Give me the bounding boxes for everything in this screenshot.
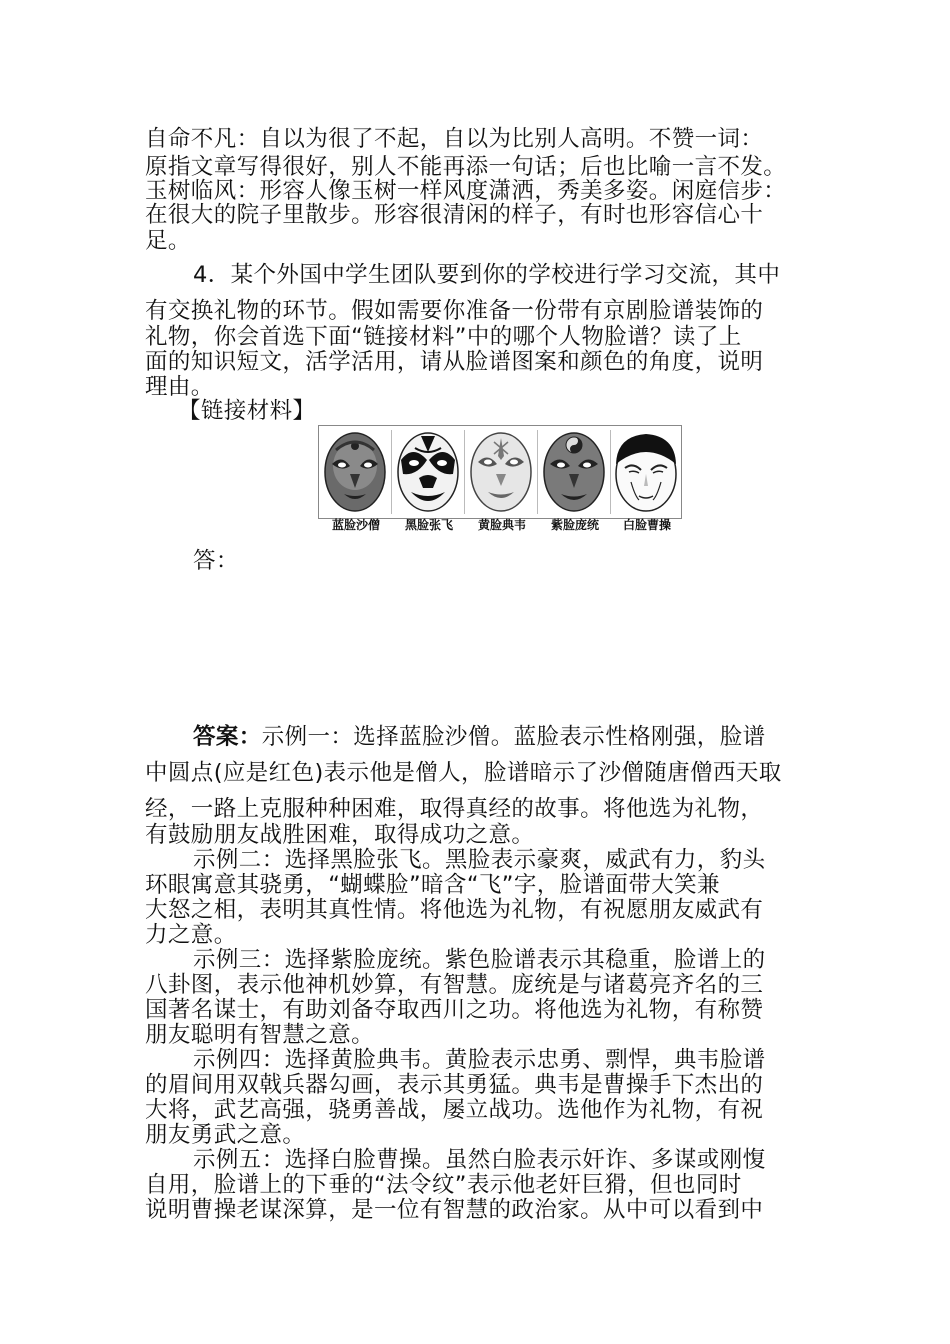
answer-line: 说明曹操老谋深算，是一位有智慧的政治家。从中可以看到中 [145, 1197, 764, 1223]
answer-line: 朋友聪明有智慧之意。 [145, 1022, 375, 1048]
purple-face-mask-icon [541, 430, 607, 514]
blue-face-mask-icon [322, 430, 388, 514]
question-line: 面的知识短文，活学活用，请从脸谱图案和颜色的角度，说明 [145, 349, 764, 375]
question-line: 礼物，你会首选下面“链接材料”中的哪个人物脸谱？读了上 [145, 324, 742, 350]
answer-line: 有鼓励朋友战胜困难，取得成功之意。 [145, 822, 535, 848]
answer-first-line [193, 724, 766, 750]
mask-caption: 紫脸庞统 [550, 518, 599, 532]
mask-caption: 黑脸张飞 [404, 518, 453, 532]
mask-panel [318, 425, 682, 519]
answer-line: 示例三：选择紫脸庞统。紫色脸谱表示其稳重，脸谱上的 [193, 947, 766, 973]
answer-line: 示例二：选择黑脸张飞。黑脸表示豪爽，威武有力，豹头 [193, 847, 766, 873]
material-heading: 【链接材料】 [178, 398, 316, 424]
answer-line: 八卦图，表示他神机妙算，有智慧。庞统是与诸葛亮齐名的三 [145, 972, 764, 998]
answer-line: 国著名谋士，有助刘备夺取西川之功。将他选为礼物，有称赞 [145, 997, 764, 1023]
answer-line: 的眉间用双戟兵器勾画，表示其勇猛。典韦是曹操手下杰出的 [145, 1072, 764, 1098]
answer-line: 中圆点(应是红色)表示他是僧人，脸谱暗示了沙僧随唐僧西天取 [145, 760, 782, 786]
answer-line: 示例四：选择黄脸典韦。黄脸表示忠勇、剽悍，典韦脸谱 [193, 1047, 766, 1073]
answer-line: 经，一路上克服种种困难，取得真经的故事。将他选为礼物， [145, 796, 764, 822]
white-face-mask-icon [613, 430, 679, 514]
answer-line: 大将，武艺高强，骁勇善战，屡立战功。选他作为礼物，有祝 [145, 1097, 764, 1123]
answer-line: 大怒之相，表明其真性情。将他选为礼物，有祝愿朋友威武有 [145, 897, 764, 923]
mask-caption: 黄脸典韦 [477, 518, 526, 532]
intro-line: 足。 [145, 228, 191, 254]
answer-prompt: 答： [193, 548, 239, 574]
black-face-mask-icon [395, 430, 461, 514]
mask-caption: 白脸曹操 [622, 518, 671, 532]
yellow-face-mask-icon [468, 430, 534, 514]
intro-line: 原指文章写得很好，别人不能再添一句话；后也比喻一言不发。 [145, 154, 787, 180]
answer-line: 自用，脸谱上的下垂的“法令纹”表示他老奸巨猾，但也同时 [145, 1172, 742, 1198]
answer-line: 朋友勇武之意。 [145, 1122, 306, 1148]
answer-line: 示例五：选择白脸曹操。虽然白脸表示奸诈、多谋或刚愎 [193, 1147, 766, 1173]
intro-line: 玉树临风：形容人像玉树一样风度潇洒，秀美多姿。闲庭信步： [145, 178, 787, 204]
answer-text: 示例一：选择蓝脸沙僧。蓝脸表示性格刚强，脸谱 [261, 724, 766, 750]
intro-line: 在很大的院子里散步。形容很清闲的样子，有时也形容信心十 [145, 202, 764, 228]
mask-caption: 蓝脸沙僧 [331, 518, 380, 532]
intro-line: 自命不凡：自以为很了不起，自以为比别人高明。不赞一词： [145, 126, 764, 152]
question-line: 有交换礼物的环节。假如需要你准备一份带有京剧脸谱装饰的 [145, 298, 764, 324]
answer-line: 环眼寓意其骁勇，“蝴蝶脸”暗含“飞”字，脸谱面带大笑兼 [145, 872, 720, 898]
answer-line: 力之意。 [145, 922, 237, 948]
question-line: 理由。 [145, 374, 214, 400]
question-line: 4．某个外国中学生团队要到你的学校进行学习交流，其中 [193, 262, 781, 288]
answer-label: 答案： [193, 724, 262, 750]
